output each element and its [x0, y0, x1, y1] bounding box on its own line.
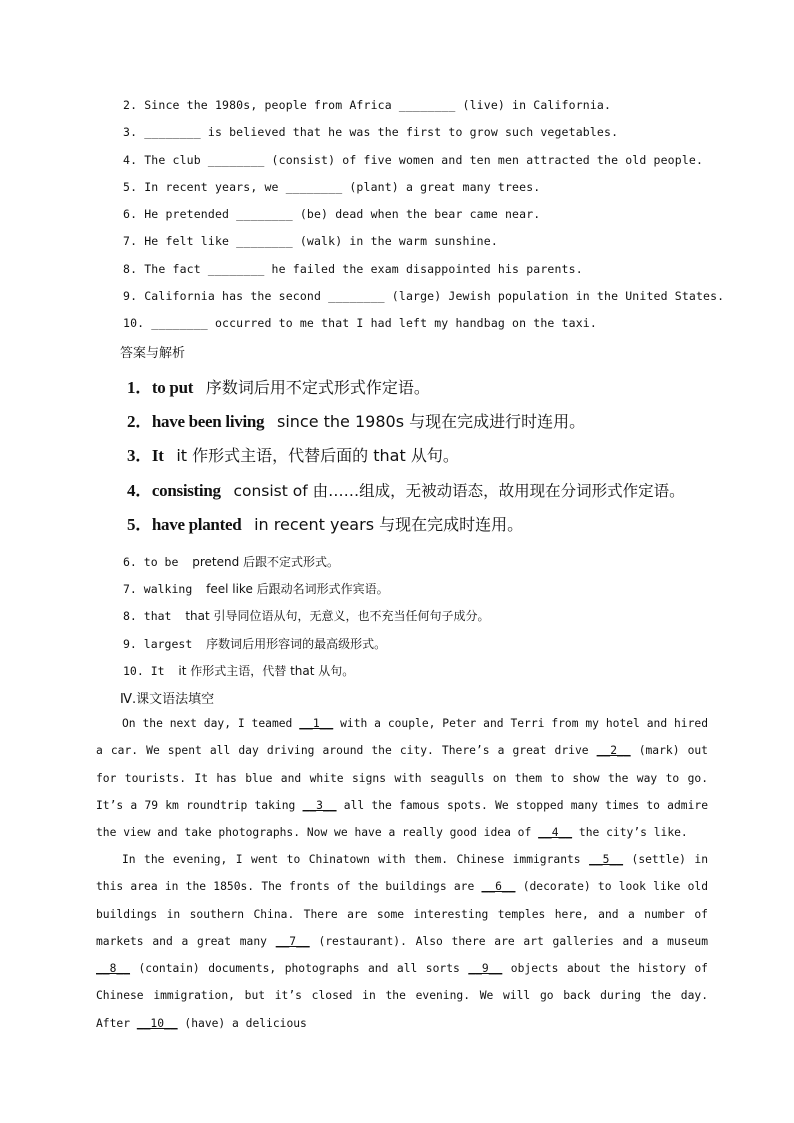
answer-2 [127, 407, 585, 432]
answer-text: have planted [151, 515, 242, 534]
answer-3 [127, 441, 459, 466]
answer-number: 8. [123, 609, 144, 623]
answer-4 [127, 476, 685, 501]
answer-number: 6. [123, 555, 144, 569]
answer-number: 5． [127, 515, 152, 534]
answer-number: 10. [123, 664, 151, 678]
blank-3: __3__ [302, 798, 337, 812]
answer-explanation: consist of 由……组成，无被动语态，故用现在分词形式作定语。 [233, 482, 685, 500]
answer-number: 2． [127, 412, 152, 431]
blank-8: __8__ [96, 962, 131, 976]
question-3: 3. ________ is believed that he was the first to grow such vegetables. [123, 125, 619, 139]
blank-6: __6__ [481, 880, 516, 894]
answer-text: to be [143, 555, 179, 569]
answer-6 [123, 553, 339, 570]
answer-explanation: it 作形式主语，代替 that 从句。 [178, 664, 355, 678]
question-9: 9. California has the second ________ (large) Jewish population in the United States. [123, 289, 725, 303]
answer-8 [123, 607, 490, 624]
blank-2: __2__ [596, 744, 631, 758]
answers-heading: 答案与解析 [120, 346, 186, 361]
question-8: 8. The fact ________ he failed the exam disappointed his parents. [123, 262, 583, 276]
answer-1 [127, 373, 430, 398]
answer-text: consisting [151, 481, 221, 500]
question-4: 4. The club ________ (consist) of five women and ten men attracted the old people. [123, 153, 704, 167]
blank-9: __9__ [468, 962, 503, 976]
answer-7 [123, 580, 389, 597]
answer-explanation: that 引导同位语从句，无意义，也不充当任何句子成分。 [185, 609, 490, 623]
passage-paragraph-2: In the evening, I went to Chinatown with them. Chinese immigrants __5__ (settle) in this area in the 1850s. The fronts of the buildings are __6__ (decorate) to look like old buildings in southern China. There are some interesting temples here, and a number of markets and a great many __7__ (restaurant). Also there are art galleries and a museum __8__ (contain) documents, photographs and all sorts __9__ objects about the history of Chinese immigration, but it’s closed in the evening. We will go back during the day. After __10__ (have) a delicious [96, 853, 709, 1030]
answer-number: 3． [127, 446, 152, 465]
answer-explanation: 序数词后用不定式形式作定语。 [205, 378, 430, 397]
section-heading: Ⅳ.课文语法填空 [120, 692, 215, 707]
answer-number: 9. [123, 637, 144, 651]
answer-number: 4． [127, 481, 152, 500]
answer-explanation: pretend 后跟不定式形式。 [192, 555, 340, 569]
answer-explanation: since the 1980s 与现在完成进行时连用。 [276, 412, 586, 431]
answer-text: walking [143, 582, 193, 596]
question-10: 10. ________ occurred to me that I had left my handbag on the taxi. [123, 316, 597, 330]
answer-text: largest [143, 637, 193, 651]
blank-5: __5__ [589, 853, 624, 866]
answer-5 [127, 510, 523, 535]
question-5: 5. In recent years, we ________ (plant) a great many trees. [123, 180, 541, 194]
answer-text: It [151, 446, 164, 465]
passage-paragraph-1: On the next day, I teamed __1__ with a couple, Peter and Terri from my hotel and hired a car. We spent all day driving around the city. There’s a great drive __2__ (mark) out for tourists. It has blue and white signs with seagulls on them to show the way to go. It’s a 79 km roundtrip taking __3__ all the famous spots. We stopped many times to admire the view and take photographs. Now we have a really good idea of __4__ the city’s like. [96, 717, 708, 840]
answer-explanation: 序数词后用形容词的最高级形式。 [206, 637, 387, 651]
answer-number: 1． [127, 378, 152, 397]
question-6: 6. He pretended ________ (be) dead when the bear came near. [123, 207, 541, 221]
answer-explanation: in recent years 与现在完成时连用。 [254, 515, 524, 534]
blank-7: __7__ [275, 934, 310, 948]
answer-10 [123, 662, 354, 679]
answer-explanation: feel like 后跟动名词形式作宾语。 [206, 582, 389, 596]
answer-explanation: it 作形式主语，代替后面的 that 从句。 [176, 446, 459, 465]
answer-number: 7. [123, 582, 144, 596]
question-2: 2. Since the 1980s, people from Africa ________ (live) in California. [123, 98, 612, 112]
blank-1: __1__ [299, 717, 334, 730]
question-7: 7. He felt like ________ (walk) in the warm sunshine. [123, 234, 498, 248]
answer-text: that [143, 609, 172, 623]
blank-10: __10__ [136, 1016, 178, 1030]
answer-text: It [150, 664, 165, 678]
answer-9 [123, 635, 386, 652]
blank-4: __4__ [538, 826, 573, 840]
answer-text: to put [151, 378, 194, 397]
answer-text: have been living [151, 412, 265, 431]
